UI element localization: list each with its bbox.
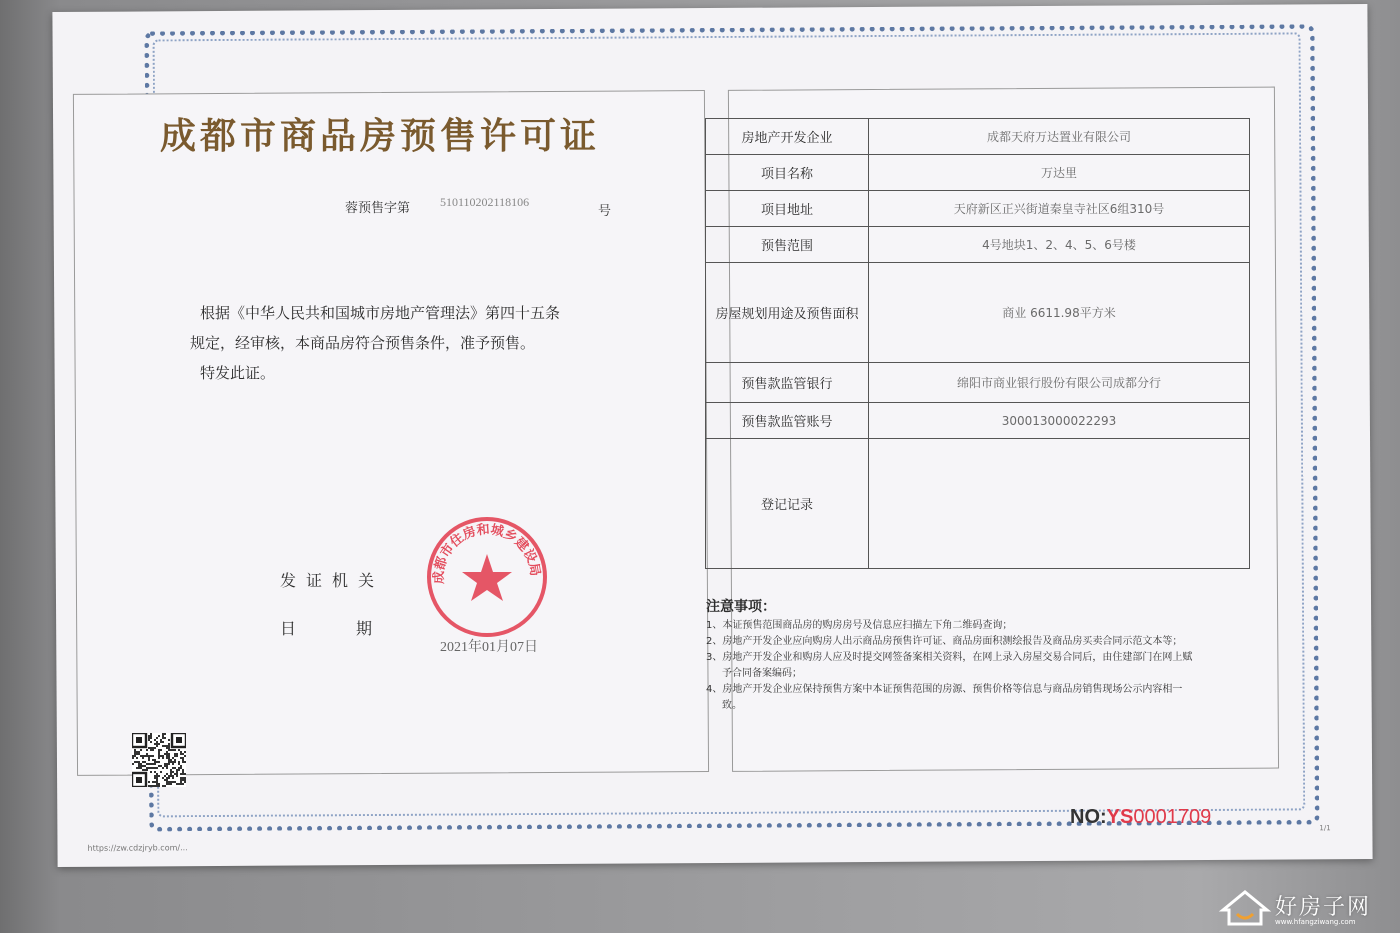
table-row: [706, 439, 1250, 569]
qr-code-icon[interactable]: [132, 733, 186, 787]
row-value: 商业 6611.98平方米: [869, 263, 1250, 363]
svg-text:成都市住房和城乡建设局: 成都市住房和城乡建设局: [431, 522, 543, 584]
list-item: 2、房地产开发企业应向购房人出示商品房预售许可证、商品房面积测绘报告及商品房买卖合同示范文本等；: [706, 636, 1183, 647]
table-row: [706, 263, 1250, 363]
row-value: 万达里: [869, 155, 1250, 191]
list-item: 4、房地产开发企业应保持预售方案中本证预售范围的房源、预售价格等信息与商品房销售现场公示内容相一致。: [706, 684, 1183, 711]
date-label: 日期: [280, 619, 433, 638]
row-label: 预售款监管账号: [706, 403, 869, 439]
list-item: 1、本证预售范围商品房的购房房号及信息应扫描左下角二维码查询；: [706, 620, 1013, 631]
table-row: [706, 191, 1250, 227]
issue-date: 2021年01月07日: [440, 640, 538, 655]
permit-number: 510110202118106: [440, 195, 530, 209]
table-row: [706, 155, 1250, 191]
table-row: [706, 119, 1250, 155]
left-panel: [73, 90, 709, 776]
table-row: [706, 403, 1250, 439]
row-label: 预售款监管银行: [706, 363, 869, 403]
body-line-1: 根据《中华人民共和国城市房地产管理法》第四十五条: [200, 304, 561, 322]
row-label: 房屋规划用途及预售面积: [706, 263, 869, 363]
body-line-2: 规定，经审核，本商品房符合预售条件，准予预售。: [190, 334, 536, 352]
serial-number: [1070, 806, 1211, 829]
serial-prefix: NO:: [1070, 806, 1107, 828]
permit-suffix: 号: [598, 204, 612, 219]
row-value: [869, 439, 1250, 569]
table-row: [706, 363, 1250, 403]
issuer-label: 发证机关: [280, 571, 385, 590]
official-seal: [422, 512, 552, 642]
body-line-3: 特发此证。: [200, 364, 276, 382]
row-value: 绵阳市商业银行股份有限公司成都分行: [869, 363, 1250, 403]
certificate-title: 成都市商品房预售许可证: [160, 115, 601, 157]
row-value: 4号地块1、2、4、5、6号楼: [869, 227, 1250, 263]
row-label: 房地产开发企业: [706, 119, 869, 155]
table-row: [706, 227, 1250, 263]
certificate-body: [190, 298, 620, 388]
serial-digits: 0001709: [1133, 806, 1212, 828]
row-value: 300013000022293: [869, 403, 1250, 439]
project-info-table: [705, 118, 1250, 569]
seal-star-icon: [462, 554, 512, 601]
row-label: 项目名称: [706, 155, 869, 191]
notes-list: [706, 618, 1201, 714]
row-label: 登记记录: [706, 439, 869, 569]
permit-label: 蓉预售字第: [345, 201, 411, 216]
watermark-text: 好房子网: [1275, 895, 1372, 920]
row-label: 预售范围: [706, 227, 869, 263]
row-value: 成都天府万达置业有限公司: [869, 119, 1250, 155]
row-value: 天府新区正兴街道秦皇寺社区6组310号: [869, 191, 1250, 227]
watermark-url: www.hfangziwang.com: [1275, 918, 1356, 926]
row-label: 项目地址: [706, 191, 869, 227]
serial-code: YS: [1106, 806, 1134, 828]
page-number: 1/1: [1319, 824, 1331, 833]
verification-url[interactable]: https://zw.cdzjryb.com/...: [87, 843, 188, 853]
list-item: 3、房地产开发企业和购房人应及时提交网签备案相关资料，在网上录入房屋交易合同后，由住建部门在网上赋予合同备案编码；: [706, 652, 1193, 679]
notes-title: 注意事项：: [706, 599, 776, 615]
